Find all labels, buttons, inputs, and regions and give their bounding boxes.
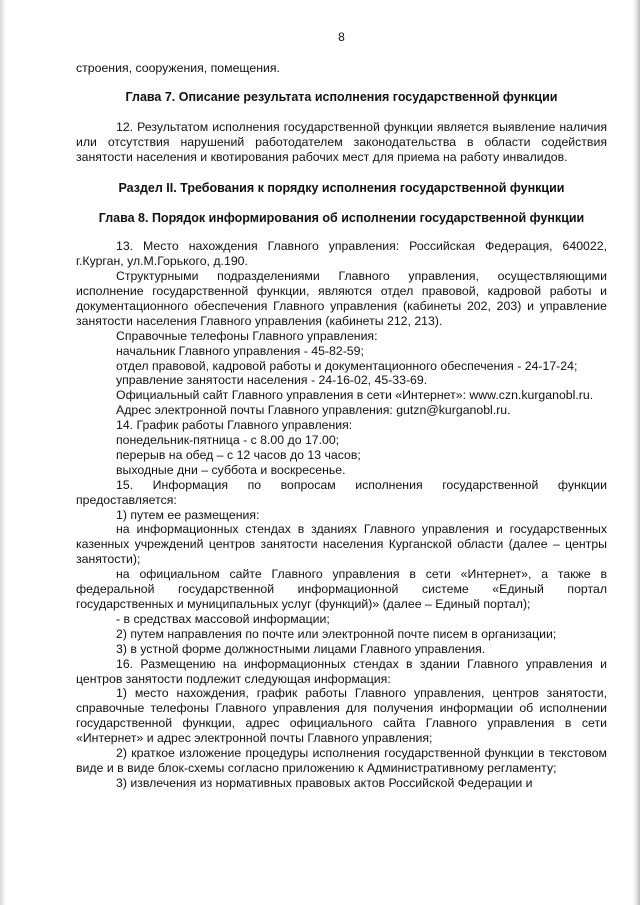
paragraph-16-stands: 16. Размещению на информационных стендах в здании Главного управления и центров занятости подлежит следующая информация:: [76, 656, 607, 686]
schedule-days-off: выходные дни – суббота и воскресенье.: [116, 462, 346, 477]
email-address: Адрес электронной почты Главного управления: gutzn@kurganobl.ru.: [116, 403, 511, 418]
chapter-7-heading: Глава 7. Описание результата исполнения государственной функции: [125, 89, 558, 104]
phone-employment-dept: управление занятости населения - 24-16-02, 45-33-69.: [116, 373, 428, 388]
phone-head: начальник Главного управления - 45-82-59;: [116, 343, 364, 358]
info-item-3-oral: 3) в устной форме должностными лицами Главного управления.: [116, 641, 486, 656]
continuation-text: строения, сооружения, помещения.: [76, 60, 280, 75]
stands-item-3: 3) извлечения из нормативных правовых актов Российской Федерации и: [116, 775, 533, 790]
paragraph-structural-units: Структурными подразделениями Главного управления, осуществляющими исполнение государственной функции, являются отдел правовой, кадровой работы и документационного обеспечения Главного управления (кабинеты 202, 203) и управление занятости населения Главного управления (кабинеты 212, 213).: [76, 269, 607, 328]
paragraph-13-location: 13. Место нахождения Главного управления: Российская Федерация, 640022, г.Курган, ул.М.Горького, д.190.: [76, 239, 607, 269]
stands-item-2: 2) краткое изложение процедуры исполнения государственной функции в текстовом виде и в виде блок-схемы согласно приложению к Административному регламенту;: [76, 746, 607, 775]
schedule-weekdays: понедельник-пятница - с 8.00 до 17.00;: [116, 433, 340, 448]
info-mass-media: - в средствах массовой информации;: [116, 611, 330, 626]
info-item-2-mail: 2) путем направления по почте или электронной почте писем в организации;: [116, 626, 557, 641]
stands-item-1: 1) место нахождения, график работы Главного управления, центров занятости, справочные телефоны Главного управления для получения информации об исполнении государственной функции, адрес официального сайта Главного управления в сети «Интернет» и адрес электронной почты Главного управления;: [76, 686, 607, 746]
scan-edge-right: [632, 0, 640, 905]
phone-legal-dept: отдел правовой, кадровой работы и документационного обеспечения - 24-17-24;: [116, 358, 578, 373]
paragraph-14-schedule: 14. График работы Главного управления:: [116, 418, 353, 433]
official-website: Официальный сайт Главного управления в сети «Интернет»: www.czn.kurganobl.ru.: [116, 388, 594, 403]
section-2-heading: Раздел II. Требования к порядку исполнения государственной функции: [118, 181, 565, 196]
paragraph-12: 12. Результатом исполнения государственной функции является выявление наличия или отсутствия нарушений работодателем законодательства в области содействия занятости населения и квотирования рабочих мест для приема на работу инвалидов.: [76, 119, 607, 164]
scan-edge-left: [0, 0, 6, 905]
schedule-lunch: перерыв на обед – с 12 часов до 13 часов;: [116, 447, 361, 462]
info-stands: на информационных стендах в зданиях Главного управления и государственных казенных учреждений центров занятости населения Курганской области (далее – центры занятости);: [76, 522, 607, 567]
paragraph-15-info: 15. Информация по вопросам исполнения государственной функции предоставляется:: [76, 477, 607, 507]
info-item-1: 1) путем ее размещения:: [116, 507, 260, 522]
chapter-8-heading: Глава 8. Порядок информирования об исполнении государственной функции: [98, 211, 585, 226]
info-website-portal: на официальном сайте Главного управления в сети «Интернет», а также в федеральной государственной информационной системе «Единый портал государственных и муниципальных услуг (функций)» (далее – Единый портал);: [76, 567, 607, 611]
document-page: [76, 30, 607, 791]
page-number: 8: [338, 30, 345, 44]
phones-heading: Справочные телефоны Главного управления:: [116, 328, 378, 343]
